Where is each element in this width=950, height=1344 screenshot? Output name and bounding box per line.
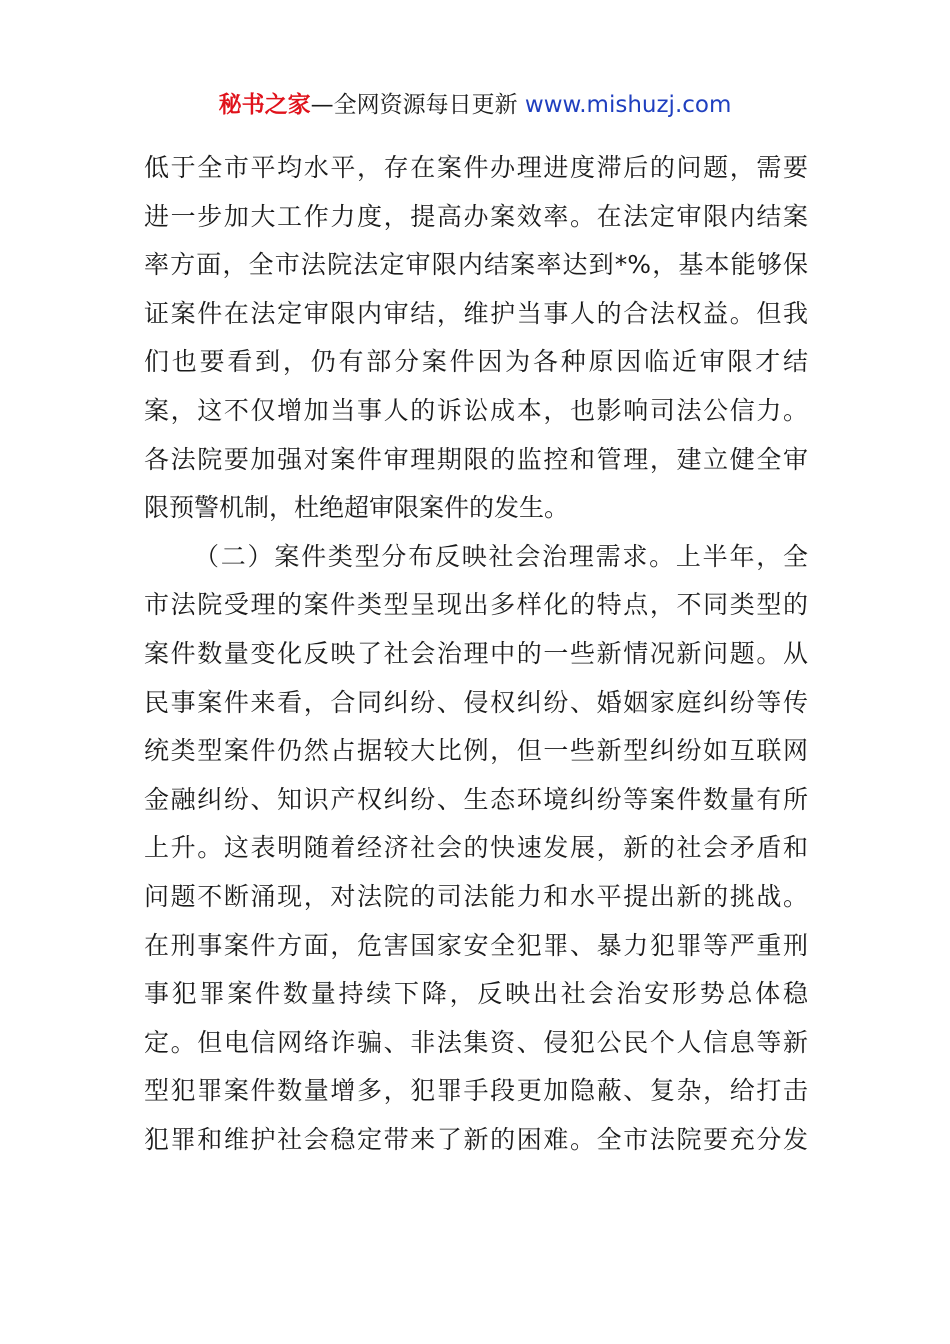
document-body bbox=[144, 144, 808, 1164]
text-line: 犯罪和维护社会稳定带来了新的困难。全市法院要充分发 bbox=[144, 1124, 808, 1154]
text-line: 事犯罪案件数量持续下降，反映出社会治安形势总体稳 bbox=[144, 979, 808, 1009]
text-line: 证案件在法定审限内审结，维护当事人的合法权益。但我 bbox=[144, 298, 808, 328]
text-line: 统类型案件仍然占据较大比例，但一些新型纠纷如互联网 bbox=[144, 736, 808, 766]
text-line: 案件数量变化反映了社会治理中的一些新情况新问题。从 bbox=[144, 638, 808, 668]
text-line: 在刑事案件方面，危害国家安全犯罪、暴力犯罪等严重刑 bbox=[144, 930, 808, 960]
text-line: 限预警机制，杜绝超审限案件的发生。 bbox=[144, 493, 570, 523]
text-line: 型犯罪案件数量增多，犯罪手段更加隐蔽、复杂，给打击 bbox=[144, 1076, 808, 1106]
header-tagline: —全网资源每日更新 bbox=[310, 92, 518, 118]
header-site-link[interactable]: www.mishuzj.com bbox=[524, 92, 732, 118]
text-line: 市法院受理的案件类型呈现出多样化的特点，不同类型的 bbox=[144, 590, 808, 620]
text-line: 案，这不仅增加当事人的诉讼成本，也影响司法公信力。 bbox=[144, 395, 808, 425]
text-line: 进一步加大工作力度，提高办案效率。在法定审限内结案 bbox=[144, 201, 808, 231]
text-line: 率方面，全市法院法定审限内结案率达到*%，基本能够保 bbox=[144, 250, 808, 280]
text-line: 金融纠纷、知识产权纠纷、生态环境纠纷等案件数量有所 bbox=[144, 784, 808, 814]
page-header bbox=[0, 90, 950, 120]
text-line: 低于全市平均水平，存在案件办理进度滞后的问题，需要 bbox=[144, 153, 808, 182]
text-line: 各法院要加强对案件审理期限的监控和管理，建立健全审 bbox=[144, 444, 808, 474]
text-line: 民事案件来看，合同纠纷、侵权纠纷、婚姻家庭纠纷等传 bbox=[144, 687, 808, 717]
text-line: 定。但电信网络诈骗、非法集资、侵犯公民个人信息等新 bbox=[144, 1027, 808, 1057]
paragraph-1 bbox=[144, 144, 808, 533]
text-line: 问题不断涌现，对法院的司法能力和水平提出新的挑战。 bbox=[144, 881, 808, 911]
paragraph-2 bbox=[144, 533, 808, 1165]
text-line: （二）案件类型分布反映社会治理需求。上半年，全 bbox=[194, 541, 808, 571]
text-line: 们也要看到，仍有部分案件因为各种原因临近审限才结 bbox=[144, 347, 808, 377]
text-line: 上升。这表明随着经济社会的快速发展，新的社会矛盾和 bbox=[144, 833, 808, 863]
header-brand: 秘书之家 bbox=[218, 92, 311, 118]
